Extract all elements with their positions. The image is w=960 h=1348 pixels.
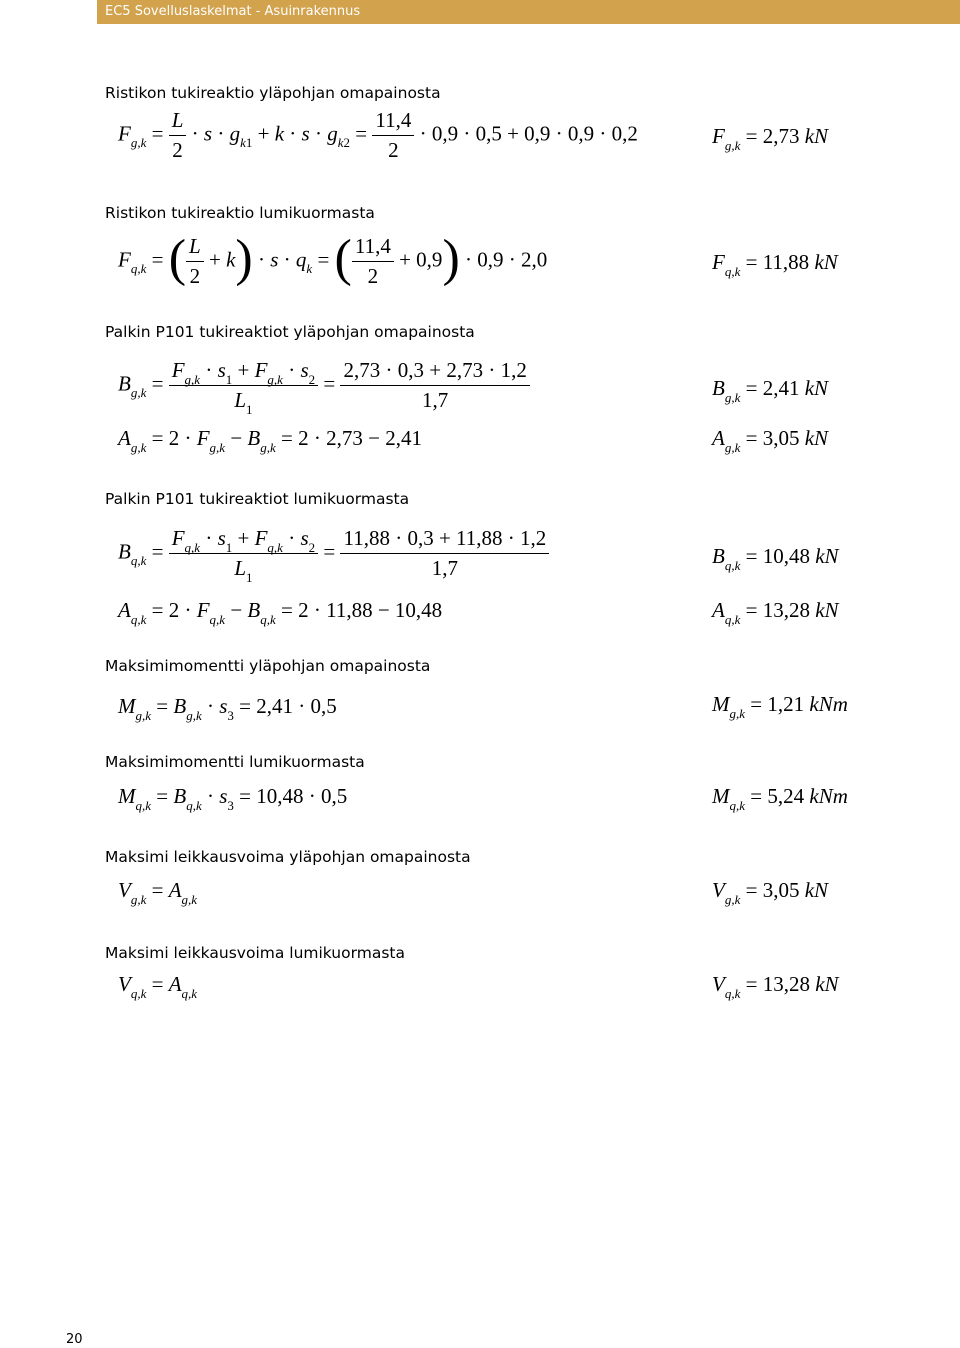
section-title: Palkin P101 tukireaktiot lumikuormasta bbox=[105, 490, 410, 508]
equation-bqk: $B_{q,k}$ = $\frac{F_{q,k} \cdot s_1 + F_{q,k} \cdot s_2}{L_1}$ = $\frac{11,88 \cdot 0,3 + 11,88 \cdot 1,2}{1,7}$ bbox=[118, 526, 549, 581]
equation-vgk: $V_{g,k} = A_{g,k}$ bbox=[118, 878, 198, 907]
section-title: Ristikon tukireaktio yläpohjan omapainosta bbox=[105, 84, 441, 102]
result-mqk: $M_{q,k} = 5,24$ kNm bbox=[712, 784, 848, 813]
section-title: Ristikon tukireaktio lumikuormasta bbox=[105, 204, 375, 222]
result-vgk: $V_{g,k} = 3,05$ kN bbox=[712, 878, 829, 907]
equation-mqk: $M_{q,k} = B_{q,k} \cdot s_3 = 10,48 \cdot 0,5$ bbox=[118, 784, 348, 813]
section-title: Maksimi leikkausvoima lumikuormasta bbox=[105, 944, 405, 962]
equation-fgk: $F_{g,k}$ = $\frac{L}{2}$ · $s \cdot g_{k1} + k \cdot s \cdot g_{k2}$ = $\frac{11,4}{2}$ · 0,9 · 0,5 + 0,9 · 0,9 · 0,2 bbox=[118, 108, 638, 162]
section-title: Maksimi leikkausvoima yläpohjan omapainosta bbox=[105, 848, 471, 866]
result-bqk: $B_{q,k} = 10,48$ kN bbox=[712, 544, 839, 573]
equation-fqk: $F_{q,k}$ = ( $\frac{L}{2}$ + $k) \cdot s \cdot q_k$ = ( $\frac{11,4}{2}$ + 0,9) · 0,9 · 2,0 bbox=[118, 230, 548, 288]
result-vqk: $V_{q,k} = 13,28$ kN bbox=[712, 972, 839, 1001]
equation-aqk: $A_{q,k} = 2 \cdot F_{q,k} - B_{q,k} = 2 \cdot 11,88 - 10,48$ bbox=[118, 598, 443, 627]
result-aqk: $A_{q,k} = 13,28$ kN bbox=[712, 598, 839, 627]
equation-vqk: $V_{q,k} = A_{q,k}$ bbox=[118, 972, 198, 1001]
document-title: EC5 Sovelluslaskelmat - Asuinrakennus bbox=[105, 4, 361, 19]
section-title: Palkin P101 tukireaktiot yläpohjan omapainosta bbox=[105, 323, 475, 341]
section-title: Maksimimomentti yläpohjan omapainosta bbox=[105, 657, 431, 675]
result-agk: $A_{g,k} = 3,05$ kN bbox=[712, 426, 829, 455]
result-fgk: $F_{g,k} = 2,73$ kN bbox=[712, 124, 829, 153]
section-title: Maksimimomentti lumikuormasta bbox=[105, 753, 365, 771]
result-bgk: $B_{g,k} = 2,41$ kN bbox=[712, 376, 829, 405]
page-number: 20 bbox=[66, 1332, 83, 1347]
header-bar bbox=[97, 0, 960, 24]
result-fqk: $F_{q,k} = 11,88$ kN bbox=[712, 250, 838, 279]
equation-mgk: $M_{g,k} = B_{g,k} \cdot s_3 = 2,41 \cdot 0,5$ bbox=[118, 694, 337, 723]
result-mgk: $M_{g,k} = 1,21$ kNm bbox=[712, 692, 848, 721]
equation-bgk: $B_{g,k}$ = $\frac{F_{g,k} \cdot s_1 + F_{g,k} \cdot s_2}{L_1}$ = $\frac{2,73 \cdot 0,3 + 2,73 \cdot 1,2}{1,7}$ bbox=[118, 358, 530, 413]
equation-agk: $A_{g,k} = 2 \cdot F_{g,k} - B_{g,k} = 2 \cdot 2,73 - 2,41$ bbox=[118, 426, 422, 455]
